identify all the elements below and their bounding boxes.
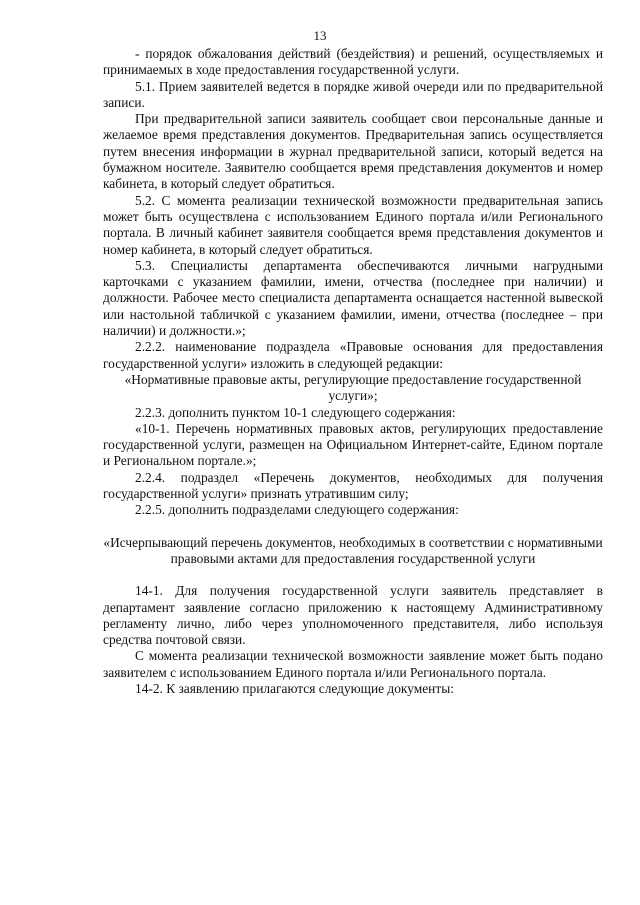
paragraph-10-1: «10-1. Перечень нормативных правовых актов, регулирующих предоставление государственной услуги, размещен на Официальном Интернет-сайте, Едином портале и Региональном портале.»;	[103, 420, 603, 469]
heading-legal-basis: «Нормативные правовые акты, регулирующие предоставление государственной услуги»;	[124, 371, 582, 404]
spacer	[103, 519, 603, 535]
document-body	[103, 46, 603, 697]
paragraph-portal-submission: С момента реализации технической возможности заявление может быть подано заявителем с использованием Единого портала и/или Регионального портала.	[103, 648, 603, 680]
paragraph-pre-registration: При предварительной записи заявитель сообщает свои персональные данные и желаемое время представления документов. Предварительная запись осуществляется путем внесения информации в журнал предварительной записи, который ведется на бумажном носителе. Заявителю сообщается время представления документов и номер кабинета, в который следует обратиться.	[103, 111, 603, 192]
paragraph-2-2-2: 2.2.2. наименование подраздела «Правовые основания для предоставления государственной услуги» изложить в следующей редакции:	[103, 339, 603, 371]
paragraph-14-1: 14-1. Для получения государственной услуги заявитель представляет в департамент заявление согласно приложению к настоящему Административному регламенту лично, либо через уполномоченного представителя, либо используя средства почтовой связи.	[103, 583, 603, 648]
paragraph-5-2: 5.2. С момента реализации технической возможности предварительная запись может быть осуществлена с использованием Единого портала и/или Регионального портала. В личный кабинет заявителя сообщается время представления документов и номер кабинета, в который следует обратиться.	[103, 192, 603, 257]
paragraph-5-3: 5.3. Специалисты департамента обеспечиваются личными нагрудными карточками с указанием фамилии, имени, отчества (последнее при наличии) и должности. Рабочее место специалиста департамента оснащается настенной вывеской или настольной табличкой с указанием фамилии, имени, отчества (последнее – при наличии) и должности.»;	[103, 257, 603, 339]
paragraph-14-2: 14-2. К заявлению прилагаются следующие документы:	[135, 680, 454, 696]
spacer	[103, 567, 603, 583]
paragraph-2-2-4: 2.2.4. подраздел «Перечень документов, необходимых для получения государственной услуги» признать утратившим силу;	[103, 469, 603, 502]
page-number: 13	[313, 28, 327, 43]
paragraph-2-2-3: 2.2.3. дополнить пунктом 10-1 следующего содержания:	[135, 404, 456, 420]
paragraph-2-2-5: 2.2.5. дополнить подразделами следующего содержания:	[135, 502, 459, 518]
paragraph-appeal-procedure: - порядок обжалования действий (бездействия) и решений, осуществляемых и принимаемых в ходе предоставления государственной услуги.	[103, 46, 603, 78]
paragraph-5-1: 5.1. Прием заявителей ведется в порядке живой очереди или по предварительной записи.	[103, 78, 603, 110]
heading-documents-list: «Исчерпывающий перечень документов, необходимых в соответствии с нормативными правовыми актами для предоставления государственной услуги	[103, 534, 603, 566]
